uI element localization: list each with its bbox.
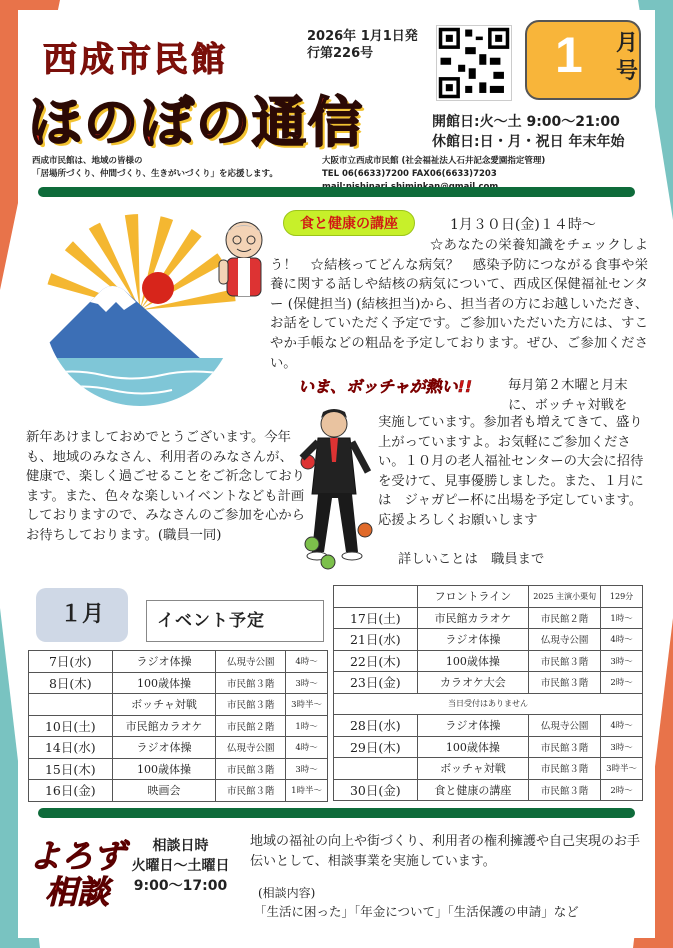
event-date: 10日(土) <box>29 715 113 737</box>
event-place: 市民館３階 <box>529 736 601 758</box>
table-row <box>334 758 643 780</box>
tagline <box>32 155 278 181</box>
event-name: 100歳体操 <box>112 758 216 780</box>
event-place: 市民館２階 <box>529 607 601 629</box>
event-name: ボッチャ対戦 <box>417 758 529 780</box>
health-lecture-body: ☆あなたの栄養知識をチェックしよう！ ☆結核ってどんな病気？ 感染予防につながる食事や栄養に関する話しや結核の病気について、西成区保健福祉センター (保健担当) (結核担当)から、担当者の方にお越しいただき、お話をしていただく予定です。ご参加いただいた方には、すこやか手帳などの粗品を予定しております。ぜひ、ご参加ください。 <box>270 238 648 371</box>
event-name: 100歳体操 <box>112 672 216 694</box>
event-name: 映画会 <box>112 780 216 802</box>
event-date: 30日(金) <box>334 779 418 801</box>
event-time: 3時～ <box>601 650 643 672</box>
event-time: 3時半～ <box>601 758 643 780</box>
event-name: 食と健康の講座 <box>417 779 529 801</box>
consultation-label: 相談日時 <box>152 838 209 854</box>
event-place: 市民館３階 <box>529 650 601 672</box>
table-row <box>334 693 643 715</box>
event-time: 3時半～ <box>286 694 328 716</box>
event-name: ラジオ体操 <box>112 651 216 673</box>
month-number: 1 <box>555 27 583 83</box>
event-date: 17日(土) <box>334 607 418 629</box>
event-time: 1時半～ <box>286 780 328 802</box>
event-time: 4時～ <box>286 737 328 759</box>
newsletter-sheet <box>18 10 655 938</box>
bocce-player-illustration <box>290 402 380 572</box>
event-date: 15日(木) <box>29 758 113 780</box>
org-name: 西成市民館 <box>43 40 228 80</box>
event-time: 3時～ <box>601 736 643 758</box>
table-row <box>29 694 328 716</box>
events-month-label: １月 <box>36 588 128 642</box>
table-row <box>29 758 328 780</box>
opening-hours <box>432 112 657 152</box>
event-date: 8日(木) <box>29 672 113 694</box>
tagline-line-2: 「居場所づくり、仲間づくり、生きがいづくり」を応援します。 <box>32 169 278 179</box>
table-row <box>334 715 643 737</box>
event-name: 100歳体操 <box>417 736 529 758</box>
bocce-title: いま、ボッチャが熱い!! <box>298 377 473 396</box>
consultation-logo <box>22 838 132 910</box>
qr-code-icon[interactable] <box>436 25 512 101</box>
event-name: ラジオ体操 <box>112 737 216 759</box>
events-table-right <box>333 585 643 801</box>
event-name: ボッチャ対戦 <box>112 694 216 716</box>
event-date: 23日(金) <box>334 672 418 694</box>
logo-line-2: 相談 <box>44 873 109 911</box>
table-row <box>29 651 328 673</box>
bocce-intro: 毎月第２木曜と月末に、ボッチャ対戦を <box>508 378 628 413</box>
event-time: 2時～ <box>601 779 643 801</box>
event-date: 22日(木) <box>334 650 418 672</box>
divider-bar-top <box>38 187 635 197</box>
consultation-days: 火曜日～土曜日 <box>131 858 230 874</box>
event-place: 市民館３階 <box>216 672 286 694</box>
event-name: ラジオ体操 <box>417 629 529 651</box>
event-time: 4時～ <box>286 651 328 673</box>
event-time: 2時～ <box>601 672 643 694</box>
event-date: 14日(水) <box>29 737 113 759</box>
elderly-person-illustration <box>215 216 273 300</box>
health-lecture-title: 食と健康の講座 <box>283 210 415 236</box>
event-place: 市民館３階 <box>216 758 286 780</box>
movie-info: 2025 主演小栗旬 <box>529 586 601 608</box>
table-row <box>334 672 643 694</box>
events-heading: イベント予定 <box>146 600 324 642</box>
bocce-detail: 詳しいことは 職員まで <box>398 552 545 567</box>
consultation-sub: (相談内容) <box>258 886 316 900</box>
issue-date: 2026年 1月1日発 <box>307 29 418 44</box>
event-time: 3時～ <box>286 672 328 694</box>
consultation-list: 「生活に困った」「年金について」「生活保護の申請」など <box>254 904 579 919</box>
tagline-line-1: 西成市民館は、地域の皆様の <box>32 156 143 166</box>
org-full-name: 大阪市立西成市民館 (社会福祉法人石井記念愛園指定管理) <box>322 156 546 166</box>
event-name: 市民館カラオケ <box>417 607 529 629</box>
table-row <box>29 672 328 694</box>
event-name: 100歳体操 <box>417 650 529 672</box>
table-row <box>334 779 643 801</box>
issue-info <box>307 28 418 62</box>
issue-number: 行第226号 <box>307 46 374 61</box>
reception-note: 当日受付はありません <box>334 693 643 715</box>
bocce-body: 実施しています。参加者も増えてきて、盛り上がっていますよ。お気軽にご参加ください。１０月の老人福祉センターの大会に招待を受けて、見事優勝しました。また、１月には ジャガピー杯に出場を予定しています。応援よろしくお願いします <box>378 415 644 528</box>
table-row <box>29 715 328 737</box>
event-date: 28日(水) <box>334 715 418 737</box>
consultation-hours <box>123 836 238 896</box>
event-time: 4時～ <box>601 715 643 737</box>
event-time: 3時～ <box>286 758 328 780</box>
table-row <box>29 780 328 802</box>
event-place: 市民館３階 <box>216 780 286 802</box>
table-row <box>334 586 643 608</box>
open-days: 開館日:火～土 9:00～21:00 <box>432 114 620 130</box>
event-date: 16日(金) <box>29 780 113 802</box>
event-name: カラオケ大会 <box>417 672 529 694</box>
consultation-time: 9:00～17:00 <box>133 878 228 894</box>
divider-bar-bottom <box>38 808 635 818</box>
health-lecture-date: 1月３０日(金)１４時～ <box>450 217 596 233</box>
movie-length: 129分 <box>601 586 643 608</box>
newsletter-title: ほのぼの通信 <box>28 90 364 154</box>
event-date <box>334 758 418 780</box>
table-row <box>334 650 643 672</box>
event-place: 市民館２階 <box>216 715 286 737</box>
event-place: 市民館３階 <box>216 694 286 716</box>
month-suffix: 月号 <box>616 31 639 84</box>
event-name: 市民館カラオケ <box>112 715 216 737</box>
event-date: 29日(木) <box>334 736 418 758</box>
events-table-left <box>28 650 328 802</box>
table-row <box>29 737 328 759</box>
table-row <box>334 629 643 651</box>
event-place: 市民館３階 <box>529 672 601 694</box>
table-row <box>334 736 643 758</box>
consultation-body: 地域の福祉の向上や街づくり、利用者の権利擁護や自己実現のお手伝いとして、相談事業を実施しています。 <box>250 834 641 869</box>
event-time: 1時～ <box>286 715 328 737</box>
new-year-greeting: 新年あけましておめでとうございます。今年も、地域のみなさん、利用者のみなさんが、健康で、楽しく過ごせることをご祈念しております。また、色々な楽しいイベントなども計画しておりますので、みなさんのご参加を心からお待ちしております。(職員一同) <box>26 430 305 543</box>
table-row <box>334 607 643 629</box>
event-place: 市民館３階 <box>529 758 601 780</box>
event-place: 市民館３階 <box>529 779 601 801</box>
event-date: 7日(水) <box>29 651 113 673</box>
event-date: 21日(水) <box>334 629 418 651</box>
logo-line-1: よろず <box>28 837 125 875</box>
closed-days: 休館日:日・月・祝日 年末年始 <box>432 134 625 150</box>
movie-title: フロントライン <box>417 586 529 608</box>
event-time: 4時～ <box>601 629 643 651</box>
event-place: 仏現寺公園 <box>529 629 601 651</box>
event-date <box>29 694 113 716</box>
contact-info[interactable]: TEL 06(6633)7200 FAX06(6633)7203 <box>322 169 497 179</box>
event-name: ラジオ体操 <box>417 715 529 737</box>
event-place: 仏現寺公園 <box>216 651 286 673</box>
event-place: 仏現寺公園 <box>529 715 601 737</box>
event-time: 1時～ <box>601 607 643 629</box>
event-place: 仏現寺公園 <box>216 737 286 759</box>
